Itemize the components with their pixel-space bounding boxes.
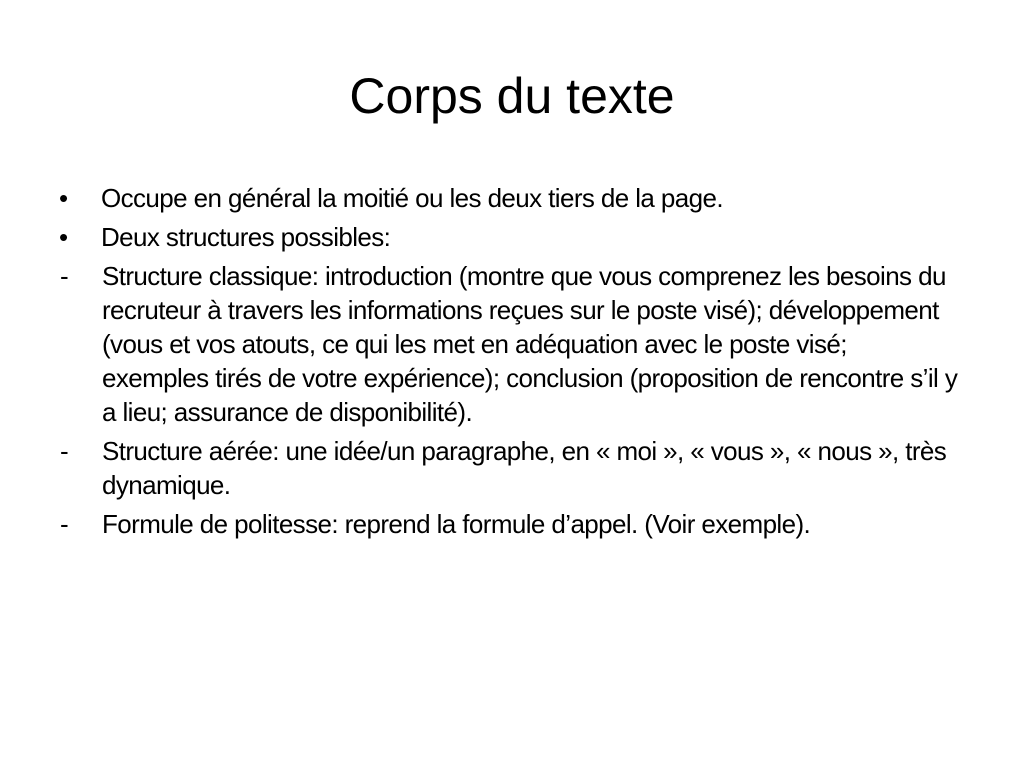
list-item bbox=[58, 259, 958, 429]
dash-marker: - bbox=[60, 261, 69, 291]
list-item bbox=[58, 220, 958, 254]
dash-marker: - bbox=[60, 509, 69, 539]
slide-title: Corps du texte bbox=[349, 68, 675, 124]
body-list bbox=[58, 181, 958, 546]
list-item-text: Occupe en général la moitié ou les deux tiers de la page. bbox=[101, 183, 723, 213]
bullet-marker: • bbox=[59, 183, 69, 213]
bullet-marker: • bbox=[59, 222, 69, 252]
list-item bbox=[58, 434, 958, 502]
list-item bbox=[58, 507, 958, 541]
list-item-text: Structure classique: introduction (montre que vous comprenez les besoins du recruteur à travers les informations reçues sur le poste visé); développement (vous et vos atouts, ce qui les met en adéquation avec le poste visé; exemples tirés de votre expérience); conclusion (proposition de rencontre s’il y a lieu; assurance de disponibilité). bbox=[102, 261, 958, 427]
list-item-text: Formule de politesse: reprend la formule d’appel. (Voir exemple). bbox=[102, 509, 811, 539]
list-item bbox=[58, 181, 958, 215]
dash-marker: - bbox=[60, 436, 69, 466]
list-item-text: Deux structures possibles: bbox=[101, 222, 391, 252]
list-item-text: Structure aérée: une idée/un paragraphe, en « moi », « vous », « nous », très dynamique. bbox=[102, 436, 947, 500]
